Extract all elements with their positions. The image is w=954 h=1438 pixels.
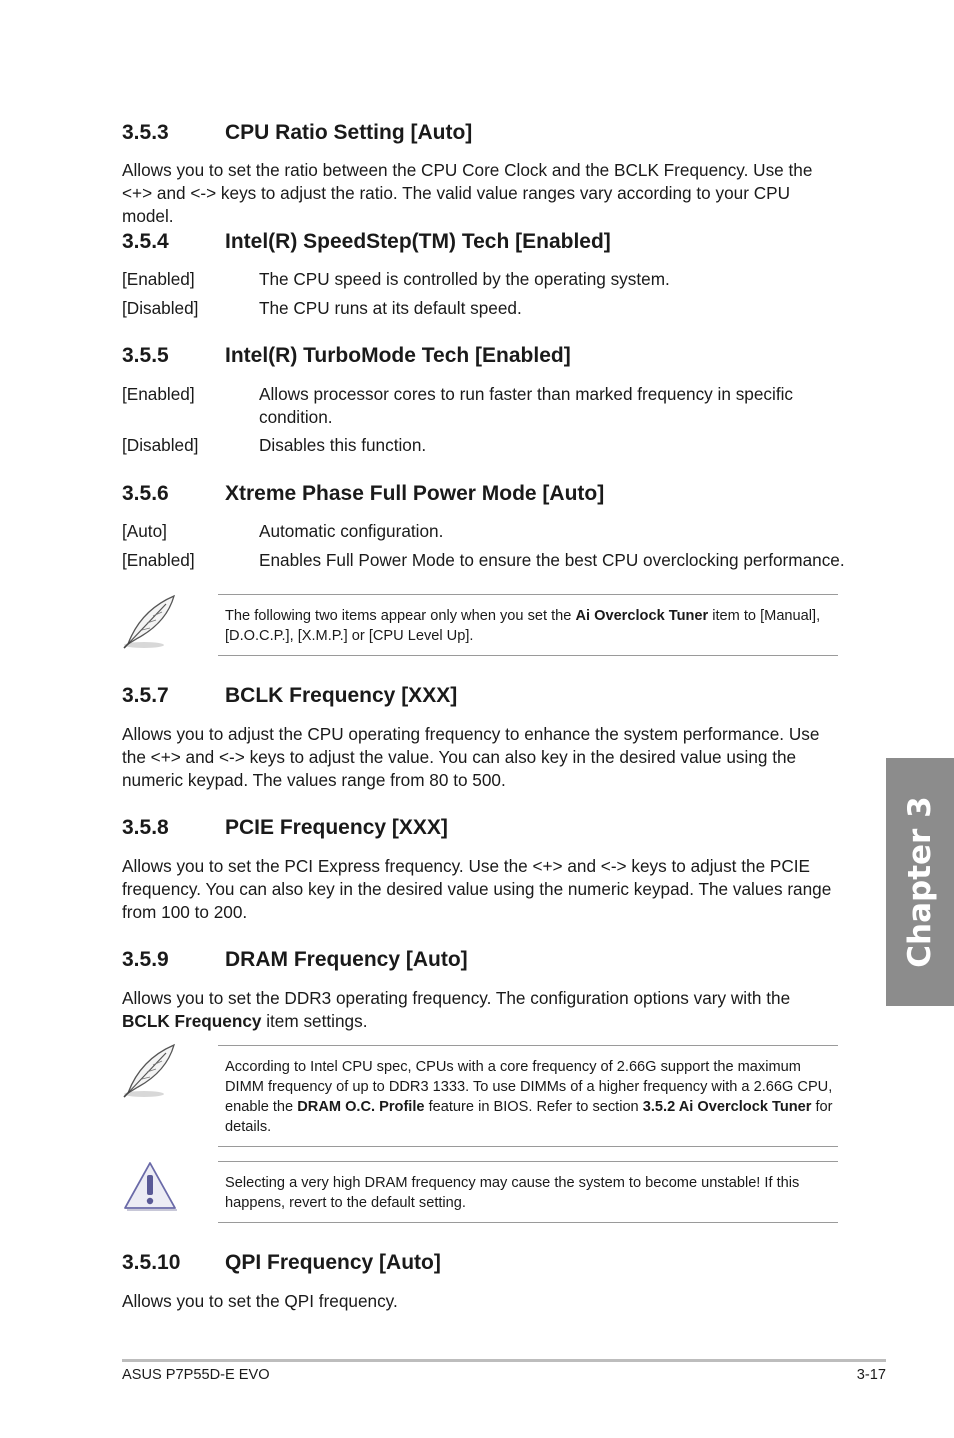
section-heading-3-5-5: [122, 344, 571, 368]
section-body: Allows you to set the ratio between the CPU Core Clock and the BCLK Frequency. Use the <+> and <-> keys to adjust the ratio. The valid value ranges vary according to your CPU model.: [122, 160, 813, 226]
section-number: 3.5.4: [122, 230, 169, 253]
note-text: [225, 1057, 835, 1137]
section-heading-3-5-10: [122, 1251, 441, 1275]
option-key: [Auto]: [122, 521, 167, 541]
section-title: CPU Ratio Setting [Auto]: [225, 121, 473, 144]
body-text-part: item settings.: [261, 1011, 368, 1031]
warning-text: Selecting a very high DRAM frequency may cause the system to become unstable! If this happens, revert to the default setting.: [225, 1175, 800, 1211]
note-text-part: The following two items appear only when you set the: [225, 608, 576, 624]
section-title: Intel(R) SpeedStep(TM) Tech [Enabled]: [225, 230, 611, 253]
section-heading-3-5-9: [122, 948, 468, 972]
section-title: PCIE Frequency [XXX]: [225, 816, 448, 839]
section-title: Xtreme Phase Full Power Mode [Auto]: [225, 482, 605, 505]
section-body: [122, 987, 802, 1033]
section-title: BCLK Frequency [XXX]: [225, 684, 458, 707]
body-text-part: Allows you to set the DDR3 operating frequency. The configuration options vary with the: [122, 988, 791, 1008]
option-desc: Enables Full Power Mode to ensure the best CPU overclocking performance.: [259, 550, 845, 570]
section-body: Allows you to set the QPI frequency.: [122, 1291, 398, 1311]
feather-pen-icon: [120, 592, 180, 655]
chapter-side-tab: [886, 758, 954, 1006]
option-key: [Disabled]: [122, 435, 199, 455]
section-number: 3.5.9: [122, 948, 169, 971]
section-number: 3.5.5: [122, 344, 169, 367]
option-desc: The CPU speed is controlled by the operating system.: [259, 269, 670, 289]
footer-product-name: ASUS P7P55D-E EVO: [122, 1367, 270, 1383]
note-text-part: item to [Manual], [D.O.C.P.], [X.M.P.] or [CPU Level Up].: [225, 608, 821, 644]
option-key: [Enabled]: [122, 269, 195, 289]
section-title: DRAM Frequency [Auto]: [225, 948, 468, 971]
chapter-tab-label: Chapter 3: [902, 796, 938, 968]
section-title: QPI Frequency [Auto]: [225, 1251, 441, 1274]
section-heading-3-5-4: [122, 230, 611, 254]
section-number: 3.5.6: [122, 482, 169, 505]
note-text-part: According to Intel CPU spec, CPUs with a core frequency of 2.66G support the maximum DIMM frequency of up to DDR3 1333. To use DIMMs of a higher frequency with a 2.66G CPU, enable the: [225, 1059, 833, 1115]
note-text-part: for details.: [225, 1099, 833, 1135]
option-key: [Enabled]: [122, 550, 195, 570]
warning-box: [218, 1161, 838, 1223]
option-desc: Allows processor cores to run faster than marked frequency in specific condition.: [259, 384, 794, 427]
body-bold-term: BCLK Frequency: [122, 1011, 262, 1031]
section-heading-3-5-8: [122, 816, 448, 840]
option-desc: The CPU runs at its default speed.: [259, 298, 522, 318]
note-text-part: feature in BIOS. Refer to section: [424, 1099, 643, 1115]
note-bold-term: 3.5.2 Ai Overclock Tuner: [642, 1099, 812, 1115]
section-body: Allows you to adjust the CPU operating frequency to enhance the system performance. Use the <+> and <-> keys to adjust the value. You can also key in the desired value using the numeric keypad. The values range from 80 to 500.: [122, 724, 820, 790]
section-number: 3.5.3: [122, 121, 169, 144]
feather-pen-icon: [120, 1041, 180, 1104]
section-number: 3.5.8: [122, 816, 169, 839]
section-heading-3-5-6: [122, 482, 604, 506]
section-number: 3.5.10: [122, 1251, 181, 1274]
option-key: [Enabled]: [122, 384, 195, 404]
note-text: [225, 606, 835, 646]
footer-divider: [122, 1359, 886, 1362]
note-bold-term: DRAM O.C. Profile: [297, 1099, 425, 1115]
warning-triangle-icon: [122, 1160, 178, 1217]
section-body: Allows you to set the PCI Express frequency. Use the <+> and <-> keys to adjust the PCIE frequency. You can also key in the desired value using the numeric keypad. The values range from 100 to 200.: [122, 856, 832, 922]
note-box: [218, 1045, 838, 1147]
footer-page-number: 3-17: [856, 1367, 886, 1383]
note-bold-term: Ai Overclock Tuner: [575, 608, 709, 624]
option-desc: Disables this function.: [259, 435, 427, 455]
option-key: [Disabled]: [122, 298, 199, 318]
section-heading-3-5-3: [122, 121, 472, 145]
option-desc: Automatic configuration.: [259, 521, 444, 541]
section-number: 3.5.7: [122, 684, 169, 707]
note-box: [218, 594, 838, 656]
section-heading-3-5-7: [122, 684, 457, 708]
section-title: Intel(R) TurboMode Tech [Enabled]: [225, 344, 571, 367]
